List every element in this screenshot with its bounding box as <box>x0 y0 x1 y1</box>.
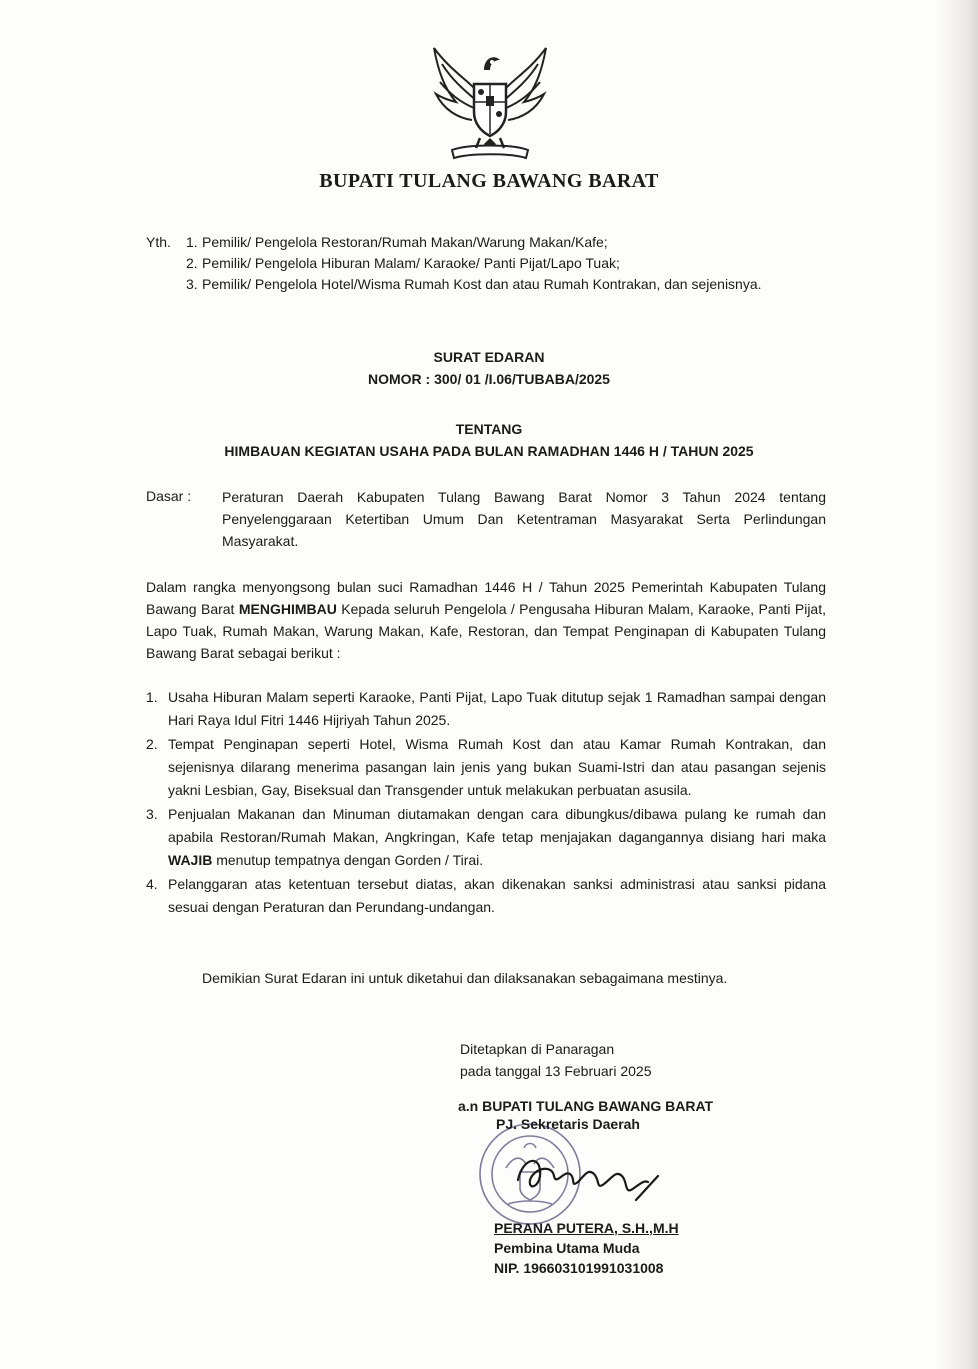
list-number: 3. <box>186 276 198 292</box>
letter-subject-block <box>0 418 978 462</box>
signer-position: PJ. Sekretaris Daerah <box>496 1116 640 1132</box>
list-number: 1. <box>146 689 158 705</box>
dasar-text: Peraturan Daerah Kabupaten Tulang Bawang Barat Nomor 3 Tahun 2024 tentang Penyelenggaraan Ketertiban Umum Dan Ketentraman Masyarakat Serta Perlindungan Masyarakat. <box>222 489 826 549</box>
signer-rank: Pembina Utama Muda <box>494 1240 640 1256</box>
list-emphasis: WAJIB <box>168 852 213 868</box>
list-item <box>146 733 826 802</box>
intro-paragraph <box>146 576 826 664</box>
place-date-block <box>460 1038 651 1082</box>
issued-date: pada tanggal 13 Februari 2025 <box>460 1063 652 1079</box>
intro-text-continued: Kepada seluruh Pengelola / Pengusaha Hiburan Malam, Karaoke, Panti Pijat, Lapo Tuak, Rumah Makan, Warung Makan, Kafe, Restoran, dan Tempat Penginapan di Kabupaten Tulang Bawang Barat sebagai berikut : <box>146 601 826 661</box>
list-number: 2. <box>186 255 198 271</box>
issued-place: Ditetapkan di Panaragan <box>460 1041 615 1057</box>
dasar-label: Dasar : <box>146 488 192 504</box>
list-item <box>186 274 826 295</box>
regulation-list <box>146 686 826 920</box>
signer-nip: NIP. 196603101991031008 <box>494 1260 664 1276</box>
list-item <box>186 253 826 274</box>
list-text: Pemilik/ Pengelola Hotel/Wisma Rumah Kost dan atau Rumah Kontrakan, dan sejenisnya. <box>202 276 762 292</box>
letter-number: NOMOR : 300/ 01 /I.06/TUBABA/2025 <box>368 371 610 387</box>
recipient-label: Yth. <box>146 234 171 250</box>
garuda-emblem-icon <box>428 40 552 166</box>
about-label: TENTANG <box>455 421 523 437</box>
list-number: 3. <box>146 806 158 822</box>
list-number: 4. <box>146 876 158 892</box>
list-item <box>146 873 826 919</box>
list-text: Pemilik/ Pengelola Hiburan Malam/ Karaoke/ Panti Pijat/Lapo Tuak; <box>202 255 620 271</box>
list-text: Penjualan Makanan dan Minuman diutamakan dengan cara dibungkus/dibawa pulang ke rumah dan apabila Restoran/Rumah Makan, Angkringan, Kafe tetap menjajakan dagangannya disiang hari maka <box>168 806 826 845</box>
handwritten-signature-icon <box>508 1140 668 1210</box>
letter-subject: HIMBAUAN KEGIATAN USAHA PADA BULAN RAMADHAN 1446 H / TAHUN 2025 <box>224 443 754 459</box>
list-item <box>146 803 826 872</box>
intro-emphasis: MENGHIMBAU <box>238 601 337 617</box>
closing-paragraph: Demikian Surat Edaran ini untuk diketahui dan dilaksanakan sebagaimana mestinya. <box>202 970 728 986</box>
signer-name: PERANA PUTERA, S.H.,M.H <box>494 1220 679 1236</box>
on-behalf-of: a.n BUPATI TULANG BAWANG BARAT <box>458 1098 714 1114</box>
list-text: Pelanggaran atas ketentuan tersebut diatas, akan dikenakan sanksi administrasi atau sanksi pidana sesuai dengan Peraturan dan Perundang-undangan. <box>168 876 826 915</box>
list-text: Tempat Penginapan seperti Hotel, Wisma Rumah Kost dan atau Kamar Rumah Kontrakan, dan sejenisnya dilarang menerima pasangan lain jenis yang bukan Suami-Istri dan atau pasangan sejenis yakni Lesbian, Gay, Biseksual dan Transgender untuk melakukan perbuatan asusila. <box>168 736 826 798</box>
list-number: 2. <box>146 736 158 752</box>
list-number: 1. <box>186 234 198 250</box>
signer-block <box>494 1218 679 1278</box>
recipient-list <box>186 232 826 295</box>
list-text: Pemilik/ Pengelola Restoran/Rumah Makan/Warung Makan/Kafe; <box>202 234 608 250</box>
intro-text: Dalam rangka menyongsong bulan suci Ramadhan 1446 H / Tahun 2025 Pemerintah Kabupaten Tulang Bawang Barat <box>146 579 826 617</box>
list-text: Usaha Hiburan Malam seperti Karaoke, Panti Pijat, Lapo Tuak ditutup sejak 1 Ramadhan sampai dengan Hari Raya Idul Fitri 1446 Hijriyah Tahun 2025. <box>168 689 826 728</box>
page-title: BUPATI TULANG BAWANG BARAT <box>319 170 659 192</box>
letter-header <box>0 346 978 390</box>
list-item <box>186 232 826 253</box>
list-text-continued: menutup tempatnya dengan Gorden / Tirai. <box>212 852 484 868</box>
page-edge-shadow <box>936 0 978 1369</box>
list-item <box>146 686 826 732</box>
letter-type: SURAT EDARAN <box>433 349 545 365</box>
